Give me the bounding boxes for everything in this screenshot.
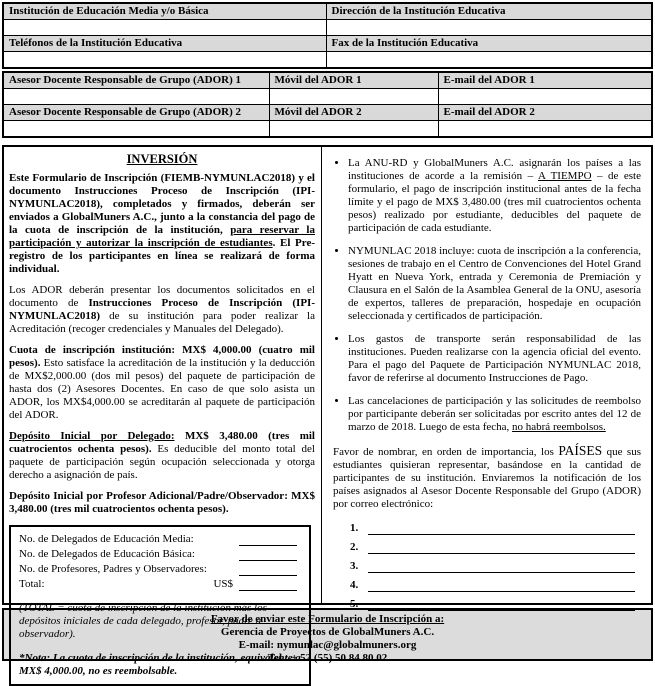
input-cell-ador1[interactable]	[3, 89, 269, 105]
field-row-total	[19, 576, 301, 591]
list-number: 2.	[350, 541, 359, 553]
non-refundable-note: *Nota: La cuota de inscripción de la institución, equivalente a MX$ 4,000.00, no es reembolsable.	[19, 652, 301, 677]
bullet-cancelaciones	[348, 395, 641, 434]
header-cell-ador2: Asesor Docente Responsable de Grupo (ADOR) 2	[3, 105, 269, 121]
section-title: INVERSIÓN	[126, 152, 198, 166]
input-cell-ador2[interactable]	[3, 121, 269, 138]
footer-organization: Gerencia de Proyectos de GlobalMuners A.C.	[220, 626, 435, 638]
header-cell-telefonos: Teléfonos de la Institución Educativa	[3, 36, 326, 52]
country-row-4	[350, 573, 643, 592]
footer-send-to: Favor de enviar este Formulario de Inscripción a:	[210, 613, 445, 625]
header-cell-direccion: Dirección de la Institución Educativa	[326, 3, 652, 20]
footer-phone: Tel.: + 52 (55) 50.84.80.02	[267, 652, 388, 664]
field-row-profesores	[19, 561, 301, 576]
text-run: Esto satisface la acreditación de la institución y la deducción de MX$2,000.00 (dos mil pesos) del paquete de participación de hasta dos (2) Asesores Docentes. En caso de que solo asista un ADOR, los MX$4,000.00 se acreditarán al paquete de participación del ADOR.	[9, 357, 315, 421]
list-number: 3.	[350, 560, 359, 572]
country-row-3	[350, 554, 643, 573]
input-cell-telefonos[interactable]	[3, 52, 326, 69]
field-label: Total:	[19, 578, 45, 590]
paragraph-deposito-profesor: Depósito Inicial por Profesor Adicional/Padre/Observador: MX$ 3,480.00 (tres mil cuatrocientos ochenta pesos).	[9, 490, 315, 515]
paragraph-deposito-delegado	[9, 430, 315, 482]
text-run-underlined: no habrá reembolsos.	[512, 421, 606, 433]
footer-email: E-mail: nymunlac@globalmuners.org	[238, 639, 417, 651]
text-run-underlined: A TIEMPO	[537, 170, 592, 182]
text-run-bold: MX$ 3,480.00 (tres mil cuatrocientos ochenta pesos).	[9, 430, 315, 455]
inversion-left-column	[4, 147, 322, 677]
header-cell-movil2: Móvil del ADOR 2	[269, 105, 438, 121]
header-cell-email2: E-mail del ADOR 2	[438, 105, 652, 121]
text-run: Es deducible del monto total del paquete de participación según ocupación seleccionada y otorga derecho a asignación de país.	[9, 443, 315, 481]
paragraph-ador-documentos	[9, 284, 315, 336]
input-line-delegados-basica[interactable]	[239, 549, 297, 561]
paragraph-formulario	[9, 172, 315, 276]
input-cell-email2[interactable]	[438, 121, 652, 138]
country-input-line-1[interactable]	[368, 522, 635, 535]
bullet-incluye	[348, 245, 641, 323]
header-cell-fax: Fax de la Institución Educativa	[326, 36, 652, 52]
ador-table	[2, 71, 653, 138]
total-note: (TOTAL = cuota de inscripción de la institución más los depósitos iniciales de cada delegado, profesor, padre u observador).	[19, 602, 267, 640]
text-run-bold: Cuota de inscripción institución: MX$ 4,000.00 (cuatro mil pesos).	[9, 344, 315, 369]
totals-box	[9, 525, 311, 686]
country-row-2	[350, 535, 643, 554]
paragraph-paises	[333, 444, 641, 511]
text-run-underlined: Depósito Inicial por Delegado:	[9, 430, 175, 442]
input-cell-movil2[interactable]	[269, 121, 438, 138]
input-line-profesores[interactable]	[239, 564, 297, 576]
inversion-right-column	[322, 147, 651, 610]
country-preference-list	[333, 516, 643, 611]
text-run: Este Formulario de Inscripción (FIEMB-NYMUNLAC2018) y el documento Instrucciones Proceso de Inscripción (IPI-NYMUNLAC2018), completados y firmados, deberán ser enviados a GlobalMuners A.C., junto a la constancia del pago de la cuota de inscripción de la institución,	[9, 172, 315, 236]
country-input-line-4[interactable]	[368, 579, 635, 592]
text-run-bold: Instrucciones Proceso de Inscripción (IPI-NYMUNLAC2018)	[9, 297, 315, 322]
info-bullets	[333, 157, 643, 434]
text-run: NYMUNLAC 2018 incluye: cuota de inscripción a la conferencia, sesiones de trabajo en el Centro de Convenciones del Hotel Grand Hyatt en Nueva York, entrada y Ceremonia de Premiación y Clausura en el Salón de la Asamblea General de la ONU, asesoría de expertos, talleres de preparación, hospedaje en ocupación seleccionada y certificados de participación.	[348, 245, 641, 322]
country-input-line-2[interactable]	[368, 541, 635, 554]
list-number: 1.	[350, 522, 359, 534]
list-number: 5.	[350, 598, 359, 610]
text-run-emphasis: PAÍSES	[558, 443, 603, 458]
input-cell-fax[interactable]	[326, 52, 652, 69]
header-cell-institucion: Institución de Educación Media y/o Básica	[3, 3, 326, 20]
field-label: No. de Delegados de Educación Básica:	[19, 548, 195, 560]
text-run: Los ADOR deberán presentar los documentos solicitados en el documento de	[9, 284, 315, 309]
bullet-asignacion-paises	[348, 157, 641, 235]
text-run: Favor de nombrar, en orden de importancia, los	[333, 446, 559, 458]
text-run: de su institución para poder realizar la Acreditación (recoger credenciales y Manuales del Delegado).	[9, 310, 315, 335]
input-cell-institucion[interactable]	[3, 20, 326, 36]
text-run: . El Pre-registro de los participantes en línea se realizará de forma individual.	[9, 237, 316, 275]
text-run: Las cancelaciones de participación y las solicitudes de reembolso por participante deberán ser solicitadas por escrito antes del 12 de marzo de 2018. Luego de esta fecha,	[348, 395, 641, 433]
institution-table	[2, 2, 653, 69]
input-cell-movil1[interactable]	[269, 89, 438, 105]
text-run: que sus estudiantes quisieran representar, basándose en la cantidad de participantes de su institución. Enviaremos la notificación de los países asignados al Asesor Docente Responsable del Grupo (ADOR) por correo electrónico:	[333, 446, 641, 510]
header-cell-movil1: Móvil del ADOR 1	[269, 72, 438, 89]
field-row-delegados-media	[19, 531, 301, 546]
input-line-delegados-media[interactable]	[239, 534, 297, 546]
paragraph-cuota-institucion	[9, 344, 315, 422]
country-input-line-5[interactable]	[368, 598, 635, 611]
field-label: No. de Delegados de Educación Media:	[19, 533, 194, 545]
list-number: 4.	[350, 579, 359, 591]
currency-label: US$	[213, 578, 233, 590]
bullet-transporte	[348, 333, 641, 385]
country-row-1	[350, 516, 643, 535]
input-line-total[interactable]	[239, 579, 297, 591]
text-run-underlined: para reservar la participación y autorizar la inscripción de estudiantes	[9, 224, 315, 249]
country-row-5	[350, 592, 643, 611]
text-run: Los gastos de transporte serán responsabilidad de las instituciones. Pueden realizarse con la agencia oficial del evento. Para el pago del Paquete de Participación NYMUNLAC 2018, favor de referirse al documento Instrucciones de Pago.	[348, 333, 641, 384]
field-label: No. de Profesores, Padres y Observadores:	[19, 563, 207, 575]
input-cell-direccion[interactable]	[326, 20, 652, 36]
input-cell-email1[interactable]	[438, 89, 652, 105]
country-input-line-3[interactable]	[368, 560, 635, 573]
text-run: – de este formulario, el pago de inscripción institucional antes de la fecha límite y el pago de MX$ 3,480.00 (tres mil cuatrocientos ochenta pesos) realizado por estudiante, deducibles del paquete de participación de cada estudiante.	[348, 170, 641, 234]
field-row-delegados-basica	[19, 546, 301, 561]
text-run: La ANU-RD y GlobalMuners A.C. asignarán los países a las instituciones de acorde a la remisión –	[348, 157, 641, 182]
header-cell-email1: E-mail del ADOR 1	[438, 72, 652, 89]
header-cell-ador1: Asesor Docente Responsable de Grupo (ADOR) 1	[3, 72, 269, 89]
